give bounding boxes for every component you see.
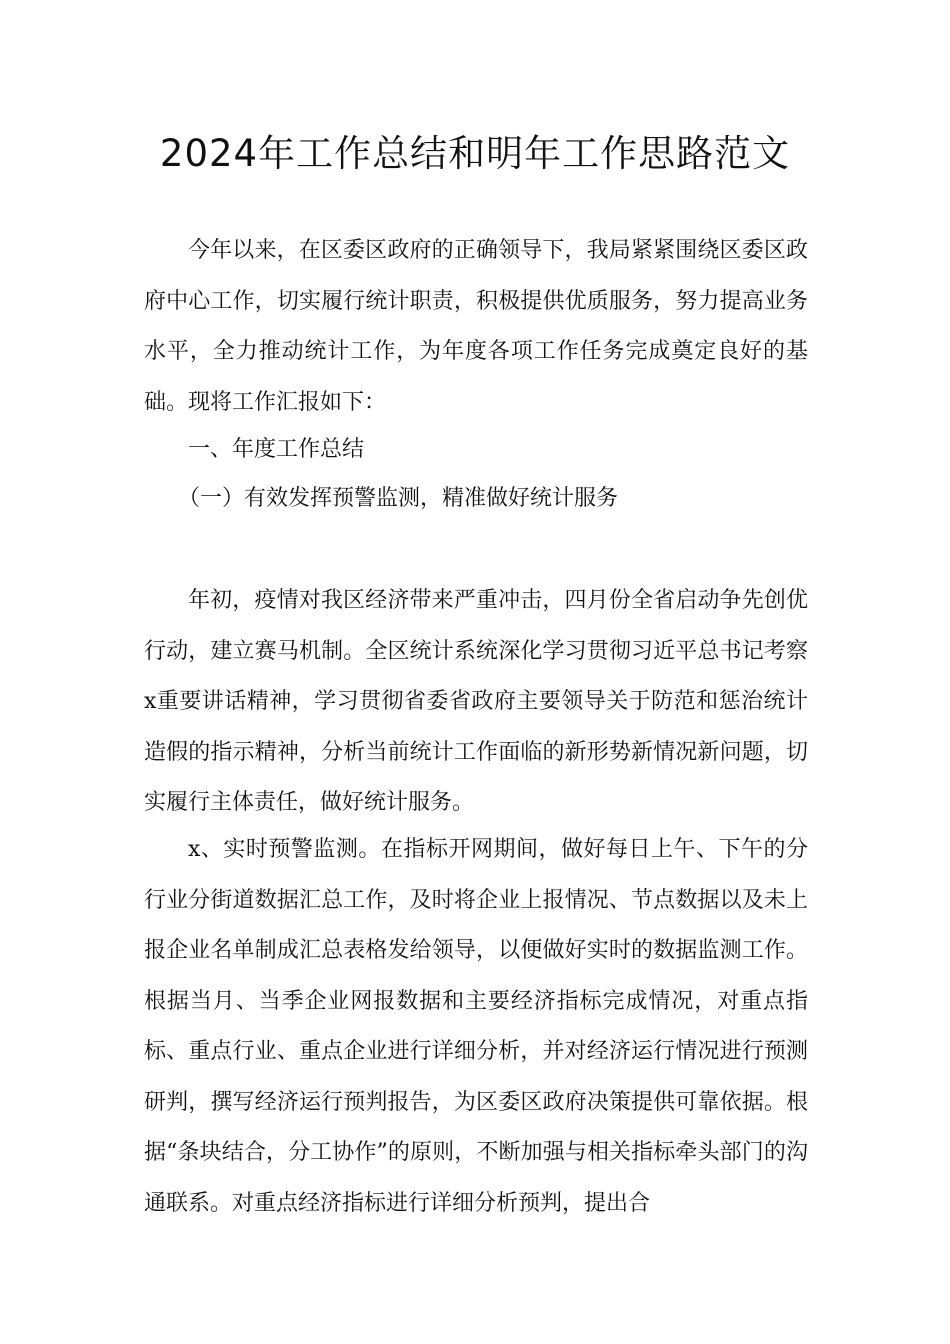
body-paragraph-3: x、实时预警监测。在指标开网期间，做好每日上午、下午的分行业分街道数据汇总工作，及时将企业上报情况、节点数据以及未上报企业名单制成汇总表格发给领导，以便做好实时的数据监测工作。根据当月、当季企业网报数据和主要经济指标完成情况，对重点指标、重点行业、重点企业进行详细分析，并对经济运行情况进行预测研判，撰写经济运行预判报告，为区委区政府决策提供可靠依据。根据“条块结合，分工协作”的原则，不断加强与相关指标牵头部门的沟通联系。对重点经济指标进行详细分析预判，提出合 (144, 837, 808, 1216)
body-paragraph-2: 年初，疫情对我区经济带来严重冲击，四月份全省启动争先创优行动，建立赛马机制。全区统计系统深化学习贯彻习近平总书记考察x重要讲话精神，学习贯彻省委省政府主要领导关于防范和惩治统计造假的指示精神，分析当前统计工作面临的新形势新情况新问题，切实履行主体责任，做好统计服务。 (144, 588, 808, 815)
subsection-heading: （一）有效发挥预警监测，精准做好统计服务 (178, 486, 619, 511)
intro-paragraph: 今年以来，在区委区政府的正确领导下，我局紧紧围绕区委区政府中心工作，切实履行统计职责，积极提供优质服务，努力提高业务水平，全力推动统计工作，为年度各项工作任务完成奠定良好的基础。现将工作汇报如下： (144, 238, 808, 415)
document-title: 2024年工作总结和明年工作思路范文 (159, 132, 791, 175)
section-heading: 一、年度工作总结 (188, 437, 365, 462)
